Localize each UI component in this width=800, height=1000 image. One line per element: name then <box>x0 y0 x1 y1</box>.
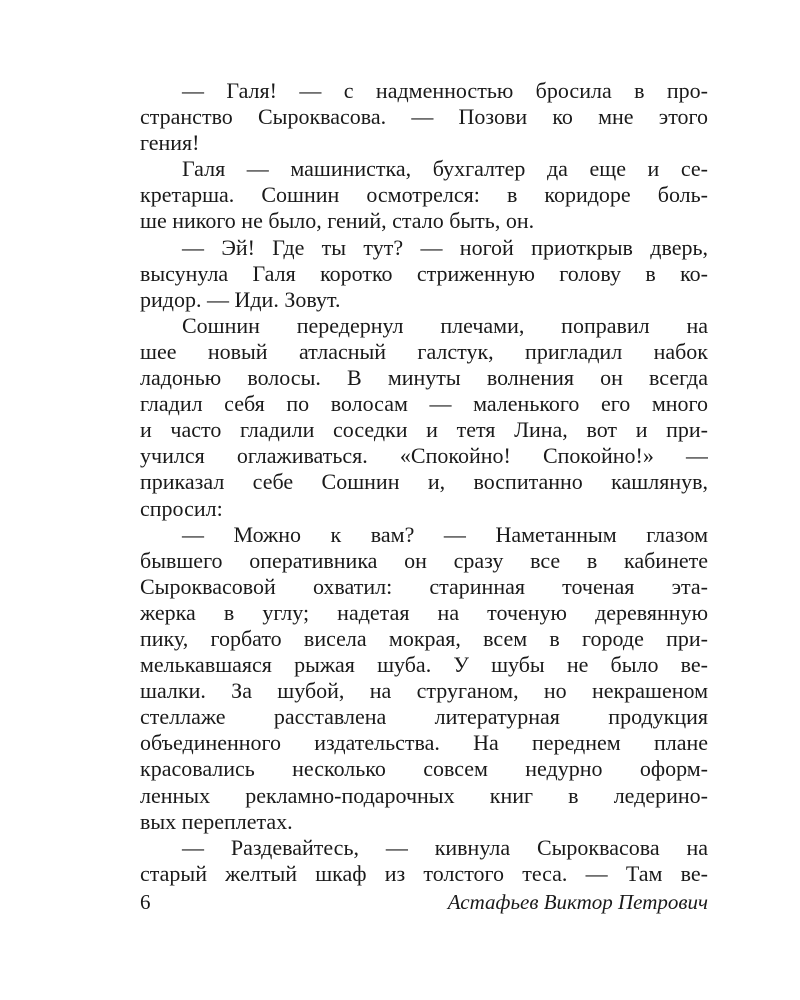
text-line: бывшего оперативника он сразу все в кабинете <box>140 547 708 573</box>
text-line: шалки. За шубой, на струганом, но некрашеном <box>140 678 708 704</box>
text-line: ше никого не было, гений, стало быть, он. <box>140 208 535 234</box>
text-line: странство Сыроквасова. — Позови ко мне этого <box>140 104 708 130</box>
text-line: кретарша. Сошнин осмотрелся: в коридоре боль- <box>140 182 708 208</box>
text-line: стеллаже расставлена литературная продукция <box>140 704 708 730</box>
text-line: пику, горбато висела мокрая, всем в городе при- <box>140 625 708 651</box>
text-line: объединенного издательства. На переднем плане <box>140 730 708 756</box>
text-line: жерка в углу; надетая на точеную деревянную <box>140 599 708 625</box>
text-line: приказал себе Сошнин и, воспитанно кашлянув, <box>140 469 708 495</box>
text-line: и часто гладили соседки и тетя Лина, вот и при- <box>140 417 708 443</box>
text-line: ладонью волосы. В минуты волнения он всегда <box>140 365 708 391</box>
text-line: Галя — машинистка, бухгалтер да еще и се- <box>182 156 708 182</box>
text-line: старый желтый шкаф из толстого теса. — Там ве- <box>140 860 708 886</box>
page-footer <box>140 890 708 920</box>
text-line: учился оглаживаться. «Спокойно! Спокойно!» — <box>140 443 708 469</box>
text-line: Сыроквасовой охватил: старинная точеная эта- <box>140 573 708 599</box>
page-number: 6 <box>140 890 151 914</box>
text-line: гения! <box>140 130 200 156</box>
text-line: — Галя! — с надменностью бросила в про- <box>182 78 708 103</box>
text-line: ленных рекламно-подарочных книг в ледерино- <box>140 782 708 808</box>
body-text <box>140 78 708 887</box>
text-line: гладил себя по волосам — маленького его много <box>140 391 708 417</box>
running-footer-author: Астафьев Виктор Петрович <box>447 890 708 914</box>
text-line: ридор. — Иди. Зовут. <box>140 286 341 312</box>
text-line: — Раздевайтесь, — кивнула Сыроквасова на <box>182 834 708 860</box>
text-line: — Можно к вам? — Наметанным глазом <box>182 521 708 547</box>
text-line: мелькавшаяся рыжая шуба. У шубы не было ве- <box>140 652 708 678</box>
text-line: Сошнин передернул плечами, поправил на <box>182 312 708 338</box>
text-line: красовались несколько совсем недурно оформ- <box>140 756 708 782</box>
text-line: высунула Галя коротко стриженную голову в ко- <box>140 260 708 286</box>
text-line: вых переплетах. <box>140 808 293 834</box>
text-line: спросил: <box>140 495 223 521</box>
text-line: шее новый атласный галстук, пригладил набок <box>140 338 708 364</box>
text-line: — Эй! Где ты тут? — ногой приоткрыв дверь, <box>182 234 708 260</box>
